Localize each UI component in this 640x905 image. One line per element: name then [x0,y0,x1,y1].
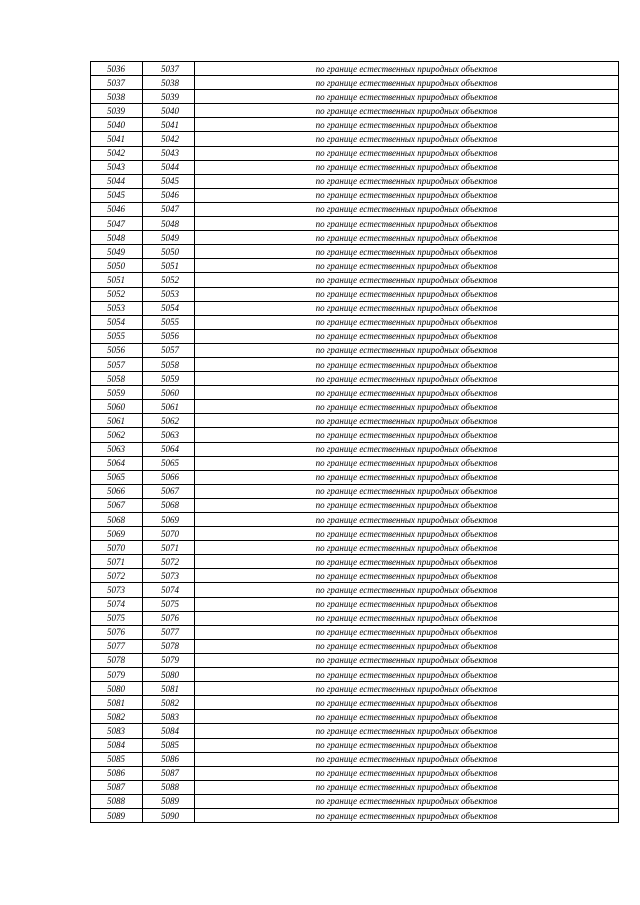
to-point-cell: 5052 [143,273,195,287]
to-point-cell: 5065 [143,456,195,470]
to-point-cell: 5078 [143,639,195,653]
table-row [91,174,619,188]
to-point-cell: 5051 [143,259,195,273]
table-row [91,513,619,527]
to-point-cell: 5048 [143,217,195,231]
boundary-description-cell: по границе естественных природных объектов [195,386,619,400]
boundary-description-cell: по границе естественных природных объектов [195,428,619,442]
from-point-cell: 5046 [91,202,143,216]
table-row [91,527,619,541]
boundary-description-cell: по границе естественных природных объектов [195,202,619,216]
to-point-cell: 5047 [143,202,195,216]
to-point-cell: 5064 [143,442,195,456]
from-point-cell: 5082 [91,710,143,724]
boundary-description-cell: по границе естественных природных объектов [195,414,619,428]
boundary-description-cell: по границе естественных природных объектов [195,90,619,104]
table-row [91,202,619,216]
from-point-cell: 5039 [91,104,143,118]
table-row [91,414,619,428]
from-point-cell: 5068 [91,513,143,527]
table-row [91,780,619,794]
to-point-cell: 5067 [143,484,195,498]
to-point-cell: 5090 [143,808,195,822]
from-point-cell: 5055 [91,329,143,343]
from-point-cell: 5038 [91,90,143,104]
from-point-cell: 5041 [91,132,143,146]
to-point-cell: 5039 [143,90,195,104]
to-point-cell: 5085 [143,738,195,752]
boundary-description-cell: по границе естественных природных объектов [195,372,619,386]
table-row [91,583,619,597]
table-row [91,76,619,90]
boundary-description-cell: по границе естественных природных объектов [195,315,619,329]
from-point-cell: 5079 [91,668,143,682]
boundary-description-cell: по границе естественных природных объектов [195,752,619,766]
from-point-cell: 5043 [91,160,143,174]
from-point-cell: 5061 [91,414,143,428]
boundary-description-cell: по границе естественных природных объектов [195,527,619,541]
to-point-cell: 5045 [143,174,195,188]
table-row [91,682,619,696]
to-point-cell: 5041 [143,118,195,132]
table-row [91,231,619,245]
boundary-description-cell: по границе естественных природных объектов [195,625,619,639]
from-point-cell: 5077 [91,639,143,653]
boundary-description-cell: по границе естественных природных объектов [195,217,619,231]
to-point-cell: 5043 [143,146,195,160]
from-point-cell: 5040 [91,118,143,132]
boundary-description-cell: по границе естественных природных объектов [195,724,619,738]
boundary-description-cell: по границе естественных природных объектов [195,484,619,498]
from-point-cell: 5057 [91,357,143,371]
boundary-description-cell: по границе естественных природных объектов [195,400,619,414]
from-point-cell: 5071 [91,555,143,569]
boundary-description-cell: по границе естественных природных объектов [195,188,619,202]
to-point-cell: 5074 [143,583,195,597]
table-row [91,428,619,442]
from-point-cell: 5084 [91,738,143,752]
table-row [91,146,619,160]
boundary-description-cell: по границе естественных природных объектов [195,583,619,597]
boundary-description-cell: по границе естественных природных объектов [195,104,619,118]
from-point-cell: 5066 [91,484,143,498]
from-point-cell: 5085 [91,752,143,766]
boundary-description-cell: по границе естественных природных объектов [195,273,619,287]
from-point-cell: 5044 [91,174,143,188]
to-point-cell: 5055 [143,315,195,329]
table-row [91,738,619,752]
to-point-cell: 5063 [143,428,195,442]
table-row [91,541,619,555]
boundary-description-cell: по границе естественных природных объектов [195,513,619,527]
boundary-description-cell: по границе естественных природных объектов [195,682,619,696]
to-point-cell: 5066 [143,470,195,484]
table-row [91,456,619,470]
to-point-cell: 5080 [143,668,195,682]
to-point-cell: 5042 [143,132,195,146]
to-point-cell: 5059 [143,372,195,386]
from-point-cell: 5076 [91,625,143,639]
from-point-cell: 5070 [91,541,143,555]
boundary-description-cell: по границе естественных природных объектов [195,259,619,273]
from-point-cell: 5069 [91,527,143,541]
to-point-cell: 5070 [143,527,195,541]
boundary-description-cell: по границе естественных природных объектов [195,62,619,76]
from-point-cell: 5063 [91,442,143,456]
table-row [91,273,619,287]
to-point-cell: 5088 [143,780,195,794]
from-point-cell: 5067 [91,498,143,512]
boundary-description-cell: по границе естественных природных объектов [195,639,619,653]
table-row [91,498,619,512]
boundary-description-cell: по границе естественных природных объектов [195,696,619,710]
from-point-cell: 5074 [91,597,143,611]
to-point-cell: 5050 [143,245,195,259]
table-row [91,104,619,118]
table-row [91,484,619,498]
boundary-description-cell: по границе естественных природных объектов [195,794,619,808]
to-point-cell: 5058 [143,357,195,371]
to-point-cell: 5040 [143,104,195,118]
to-point-cell: 5054 [143,301,195,315]
to-point-cell: 5068 [143,498,195,512]
from-point-cell: 5048 [91,231,143,245]
boundary-description-cell: по границе естественных природных объектов [195,174,619,188]
table-row [91,808,619,822]
from-point-cell: 5060 [91,400,143,414]
table-row [91,752,619,766]
from-point-cell: 5052 [91,287,143,301]
from-point-cell: 5087 [91,780,143,794]
from-point-cell: 5053 [91,301,143,315]
boundary-description-cell: по границе естественных природных объектов [195,653,619,667]
from-point-cell: 5064 [91,456,143,470]
table-row [91,668,619,682]
table-row [91,400,619,414]
from-point-cell: 5065 [91,470,143,484]
to-point-cell: 5044 [143,160,195,174]
boundary-description-cell: по границе естественных природных объектов [195,160,619,174]
from-point-cell: 5045 [91,188,143,202]
table-row [91,329,619,343]
to-point-cell: 5082 [143,696,195,710]
boundary-description-cell: по границе естественных природных объектов [195,357,619,371]
to-point-cell: 5083 [143,710,195,724]
from-point-cell: 5078 [91,653,143,667]
boundary-description-cell: по границе естественных природных объектов [195,780,619,794]
table-row [91,372,619,386]
to-point-cell: 5087 [143,766,195,780]
to-point-cell: 5037 [143,62,195,76]
table-row [91,90,619,104]
to-point-cell: 5069 [143,513,195,527]
to-point-cell: 5038 [143,76,195,90]
table-row [91,470,619,484]
from-point-cell: 5081 [91,696,143,710]
from-point-cell: 5051 [91,273,143,287]
table-row [91,315,619,329]
table-row [91,245,619,259]
to-point-cell: 5081 [143,682,195,696]
table-row [91,653,619,667]
from-point-cell: 5059 [91,386,143,400]
boundary-description-cell: по границе естественных природных объектов [195,668,619,682]
boundary-description-cell: по границе естественных природных объектов [195,470,619,484]
from-point-cell: 5042 [91,146,143,160]
from-point-cell: 5072 [91,569,143,583]
table-row [91,343,619,357]
boundary-description-cell: по границе естественных природных объектов [195,541,619,555]
boundary-description-cell: по границе естественных природных объектов [195,442,619,456]
boundary-description-cell: по границе естественных природных объектов [195,245,619,259]
boundary-description-cell: по границе естественных природных объектов [195,597,619,611]
from-point-cell: 5075 [91,611,143,625]
boundary-table [90,61,619,823]
boundary-description-cell: по границе естественных природных объектов [195,611,619,625]
boundary-description-cell: по границе естественных природных объектов [195,231,619,245]
to-point-cell: 5060 [143,386,195,400]
boundary-description-cell: по границе естественных природных объектов [195,569,619,583]
boundary-description-cell: по границе естественных природных объектов [195,710,619,724]
from-point-cell: 5037 [91,76,143,90]
boundary-description-cell: по границе естественных природных объектов [195,766,619,780]
table-row [91,132,619,146]
from-point-cell: 5088 [91,794,143,808]
from-point-cell: 5089 [91,808,143,822]
to-point-cell: 5086 [143,752,195,766]
table-row [91,160,619,174]
to-point-cell: 5089 [143,794,195,808]
to-point-cell: 5084 [143,724,195,738]
table-row [91,639,619,653]
boundary-description-cell: по границе естественных природных объектов [195,132,619,146]
table-row [91,118,619,132]
table-row [91,188,619,202]
table-row [91,259,619,273]
boundary-description-cell: по границе естественных природных объектов [195,146,619,160]
from-point-cell: 5058 [91,372,143,386]
table-row [91,217,619,231]
to-point-cell: 5077 [143,625,195,639]
to-point-cell: 5046 [143,188,195,202]
from-point-cell: 5086 [91,766,143,780]
from-point-cell: 5056 [91,343,143,357]
boundary-description-cell: по границе естественных природных объектов [195,498,619,512]
from-point-cell: 5062 [91,428,143,442]
from-point-cell: 5049 [91,245,143,259]
from-point-cell: 5036 [91,62,143,76]
table-row [91,287,619,301]
table-row [91,301,619,315]
to-point-cell: 5062 [143,414,195,428]
table-body [91,62,619,823]
from-point-cell: 5083 [91,724,143,738]
to-point-cell: 5049 [143,231,195,245]
table-row [91,710,619,724]
boundary-description-cell: по границе естественных природных объектов [195,555,619,569]
from-point-cell: 5080 [91,682,143,696]
table-row [91,794,619,808]
to-point-cell: 5057 [143,343,195,357]
from-point-cell: 5073 [91,583,143,597]
boundary-description-cell: по границе естественных природных объектов [195,118,619,132]
table-row [91,442,619,456]
to-point-cell: 5056 [143,329,195,343]
to-point-cell: 5079 [143,653,195,667]
boundary-description-cell: по границе естественных природных объектов [195,301,619,315]
table-row [91,611,619,625]
boundary-description-cell: по границе естественных природных объектов [195,76,619,90]
to-point-cell: 5076 [143,611,195,625]
to-point-cell: 5053 [143,287,195,301]
table-row [91,386,619,400]
table-row [91,555,619,569]
table-row [91,766,619,780]
boundary-description-cell: по границе естественных природных объектов [195,738,619,752]
table-row [91,696,619,710]
boundary-description-cell: по границе естественных природных объектов [195,456,619,470]
boundary-description-cell: по границе естественных природных объектов [195,329,619,343]
to-point-cell: 5072 [143,555,195,569]
from-point-cell: 5054 [91,315,143,329]
table-row [91,597,619,611]
to-point-cell: 5075 [143,597,195,611]
to-point-cell: 5071 [143,541,195,555]
from-point-cell: 5047 [91,217,143,231]
boundary-description-cell: по границе естественных природных объектов [195,808,619,822]
boundary-description-cell: по границе естественных природных объектов [195,343,619,357]
from-point-cell: 5050 [91,259,143,273]
boundary-description-cell: по границе естественных природных объектов [195,287,619,301]
table-row [91,724,619,738]
to-point-cell: 5061 [143,400,195,414]
to-point-cell: 5073 [143,569,195,583]
table-row [91,62,619,76]
table-row [91,357,619,371]
table-row [91,569,619,583]
table-row [91,625,619,639]
